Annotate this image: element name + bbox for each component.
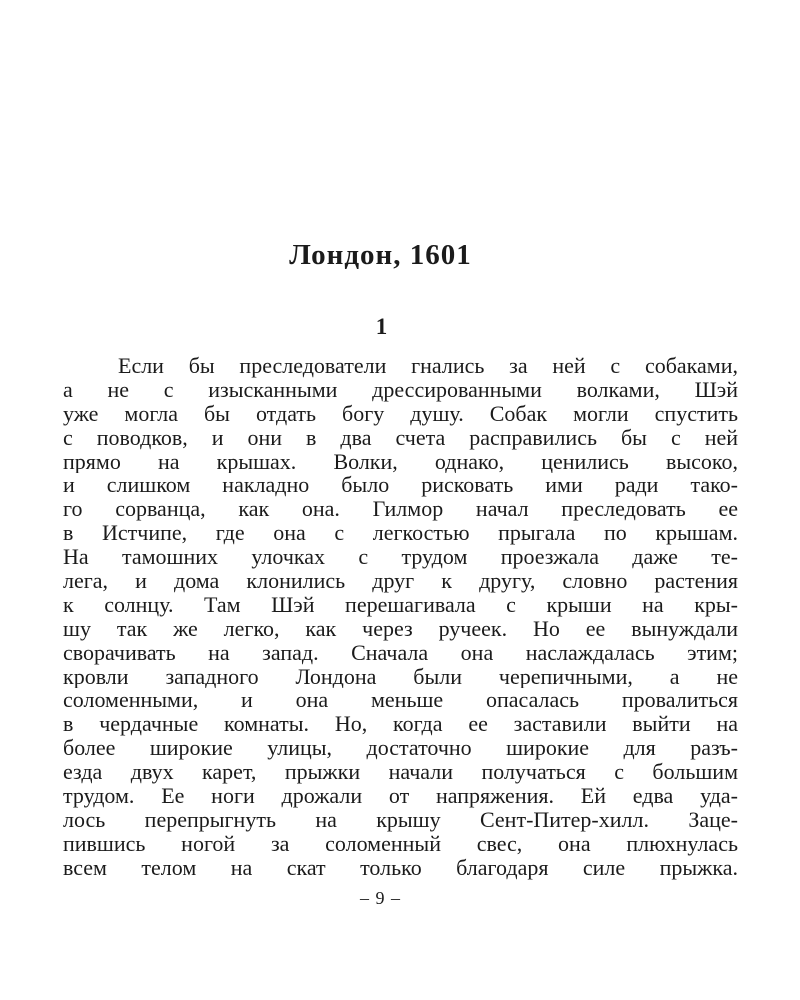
paragraph-line: к солнцу. Там Шэй перешагивала с крыши на кры- [63, 592, 738, 617]
paragraph-line: прямо на крышах. Волки, однако, ценились высоко, [63, 449, 738, 474]
paragraph-line: го сорванца, как она. Гилмор начал преследовать ее [63, 497, 738, 522]
paragraph-line: трудом. Ее ноги дрожали от напряжения. Ей едва уда- [63, 784, 738, 808]
section-number: 1 [375, 314, 388, 339]
paragraph-line: с поводков, и они в два счета расправились бы с ней [63, 425, 738, 450]
paragraph-line: в чердачные комнаты. Но, когда ее заставили выйти на [63, 712, 738, 737]
paragraph-line: всем телом на скат только благодаря силе прыжка. [63, 855, 738, 880]
paragraph-line: более широкие улицы, достаточно широкие для разъ- [63, 736, 738, 761]
paragraph-line: и слишком накладно было рисковать ими ради тако- [63, 473, 738, 498]
body-paragraph [63, 354, 738, 880]
paragraph-line: в Истчипе, где она с легкостью прыгала по крышам. [63, 521, 738, 546]
paragraph-line: соломенными, и она меньше опасалась провалиться [63, 688, 738, 713]
paragraph-line: уже могла бы отдать богу душу. Собак могли спустить [63, 401, 738, 426]
paragraph-line: кровли западного Лондона были черепичными, а не [63, 664, 738, 689]
paragraph-line: лега, и дома клонились друг к другу, словно растения [63, 569, 738, 593]
paragraph-line: лось перепрыгнуть на крышу Сент-Питер-хилл. Заце- [63, 807, 738, 832]
paragraph-line: пившись ногой за соломенный свес, она плюхнулась [63, 831, 738, 856]
paragraph-line: Если бы преследователи гнались за ней с собаками, [118, 354, 738, 378]
paragraph-line: езда двух карет, прыжки начали получаться с большим [63, 760, 738, 785]
paragraph-line: сворачивать на запад. Сначала она наслаждалась этим; [63, 640, 738, 665]
paragraph-line: На тамошних улочках с трудом проезжала даже те- [63, 545, 738, 570]
page-number: – 9 – [360, 888, 401, 908]
paragraph-line: шу так же легко, как через ручеек. Но ее вынуждали [63, 616, 738, 641]
chapter-title: Лондон, 1601 [289, 239, 472, 271]
paragraph-line: а не с изысканными дрессированными волками, Шэй [63, 377, 738, 402]
